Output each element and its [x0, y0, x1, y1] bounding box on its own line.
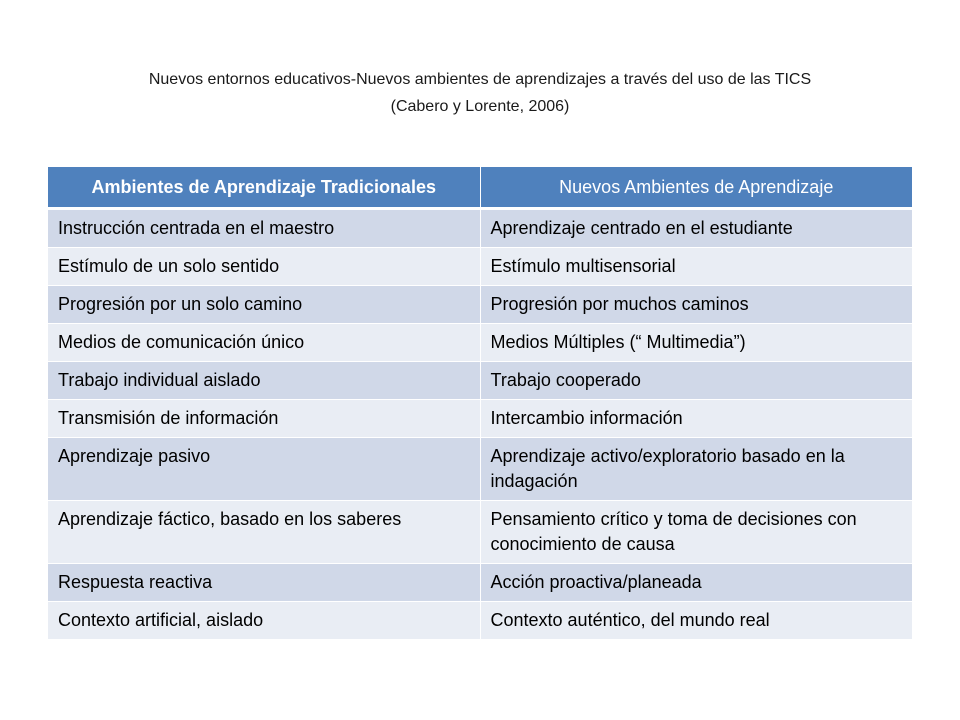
cell-new: Progresión por muchos caminos — [480, 286, 912, 324]
cell-traditional: Respuesta reactiva — [48, 564, 480, 602]
cell-traditional: Instrucción centrada en el maestro — [48, 209, 480, 248]
title-line-2: (Cabero y Lorente, 2006) — [390, 98, 570, 115]
cell-new: Intercambio información — [480, 400, 912, 438]
cell-traditional: Contexto artificial, aislado — [48, 602, 480, 640]
cell-traditional: Trabajo individual aislado — [48, 362, 480, 400]
cell-new: Aprendizaje activo/exploratorio basado en la indagación — [480, 438, 912, 501]
table-header-row — [48, 167, 912, 209]
cell-traditional: Medios de comunicación único — [48, 324, 480, 362]
cell-traditional: Progresión por un solo camino — [48, 286, 480, 324]
cell-traditional: Transmisión de información — [48, 400, 480, 438]
cell-new: Aprendizaje centrado en el estudiante — [480, 209, 912, 248]
table-row — [48, 209, 912, 248]
table-row — [48, 362, 912, 400]
comparison-table — [48, 167, 912, 639]
cell-new: Trabajo cooperado — [480, 362, 912, 400]
table-row — [48, 564, 912, 602]
table-row — [48, 400, 912, 438]
cell-traditional: Aprendizaje pasivo — [48, 438, 480, 501]
slide-title — [80, 66, 880, 120]
cell-traditional: Estímulo de un solo sentido — [48, 248, 480, 286]
table-row — [48, 286, 912, 324]
table-row — [48, 248, 912, 286]
cell-new: Pensamiento crítico y toma de decisiones con conocimiento de causa — [480, 501, 912, 564]
cell-traditional: Aprendizaje fáctico, basado en los saberes — [48, 501, 480, 564]
table-row — [48, 602, 912, 640]
table-row — [48, 324, 912, 362]
title-line-1: Nuevos entornos educativos-Nuevos ambientes de aprendizajes a través del uso de las TICS — [148, 71, 812, 88]
header-new: Nuevos Ambientes de Aprendizaje — [480, 167, 912, 209]
cell-new: Acción proactiva/planeada — [480, 564, 912, 602]
table-row — [48, 501, 912, 564]
header-traditional: Ambientes de Aprendizaje Tradicionales — [48, 167, 480, 209]
cell-new: Contexto auténtico, del mundo real — [480, 602, 912, 640]
table-row — [48, 438, 912, 501]
cell-new: Estímulo multisensorial — [480, 248, 912, 286]
cell-new: Medios Múltiples (“ Multimedia”) — [480, 324, 912, 362]
